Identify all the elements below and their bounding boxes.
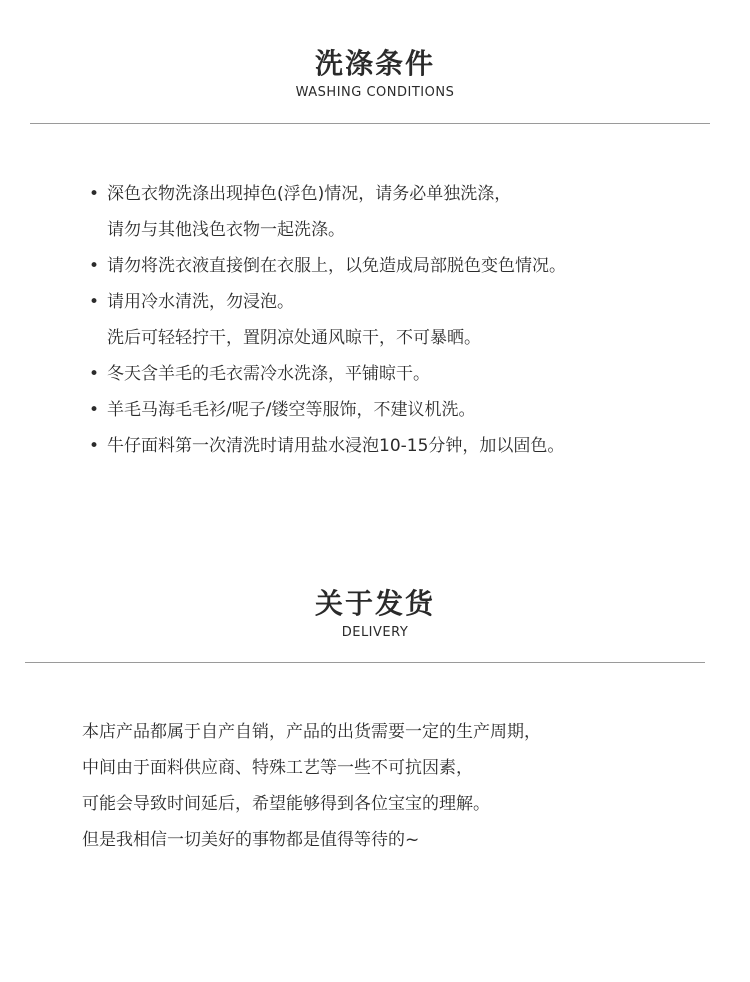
washing-subtitle: WASHING CONDITIONS — [295, 85, 455, 100]
bullet-icon: • — [88, 364, 100, 384]
washing-line-text: 请用冷水清洗，勿浸泡。 — [107, 292, 294, 312]
washing-divider — [30, 123, 710, 124]
washing-line-text: 深色衣物洗涤出现掉色(浮色)情况，请务必单独洗涤， — [107, 184, 512, 204]
bullet-icon: • — [88, 292, 100, 312]
washing-line-text: 请勿将洗衣液直接倒在衣服上，以免造成局部脱色变色情况。 — [107, 256, 566, 276]
delivery-line: 可能会导致时间延后，希望能够得到各位宝宝的理解。 — [82, 794, 490, 814]
washing-line-text: 冬天含羊毛的毛衣需冷水洗涤，平铺晾干。 — [107, 364, 430, 384]
delivery-subtitle: DELIVERY — [341, 625, 409, 640]
bullet-icon: • — [88, 256, 100, 276]
washing-title: 洗涤条件 — [314, 47, 435, 80]
delivery-line: 本店产品都属于自产自销，产品的出货需要一定的生产周期， — [82, 722, 541, 742]
washing-line-text: 洗后可轻轻拧干，置阴凉处通风晾干，不可暴晒。 — [107, 328, 481, 348]
delivery-line: 但是我相信一切美好的事物都是值得等待的~ — [82, 830, 420, 850]
washing-line-text: 请勿与其他浅色衣物一起洗涤。 — [107, 220, 345, 240]
bullet-icon: • — [88, 436, 100, 456]
delivery-divider — [25, 662, 705, 663]
delivery-title: 关于发货 — [314, 587, 435, 620]
bullet-icon: • — [88, 400, 100, 420]
washing-line-text: 牛仔面料第一次清洗时请用盐水浸泡10-15分钟，加以固色。 — [107, 436, 565, 456]
delivery-line: 中间由于面料供应商、特殊工艺等一些不可抗因素， — [82, 758, 473, 778]
bullet-icon: • — [88, 184, 100, 204]
delivery-paragraph — [82, 714, 541, 858]
washing-line-text: 羊毛马海毛毛衫/呢子/镂空等服饰，不建议机洗。 — [107, 400, 476, 420]
